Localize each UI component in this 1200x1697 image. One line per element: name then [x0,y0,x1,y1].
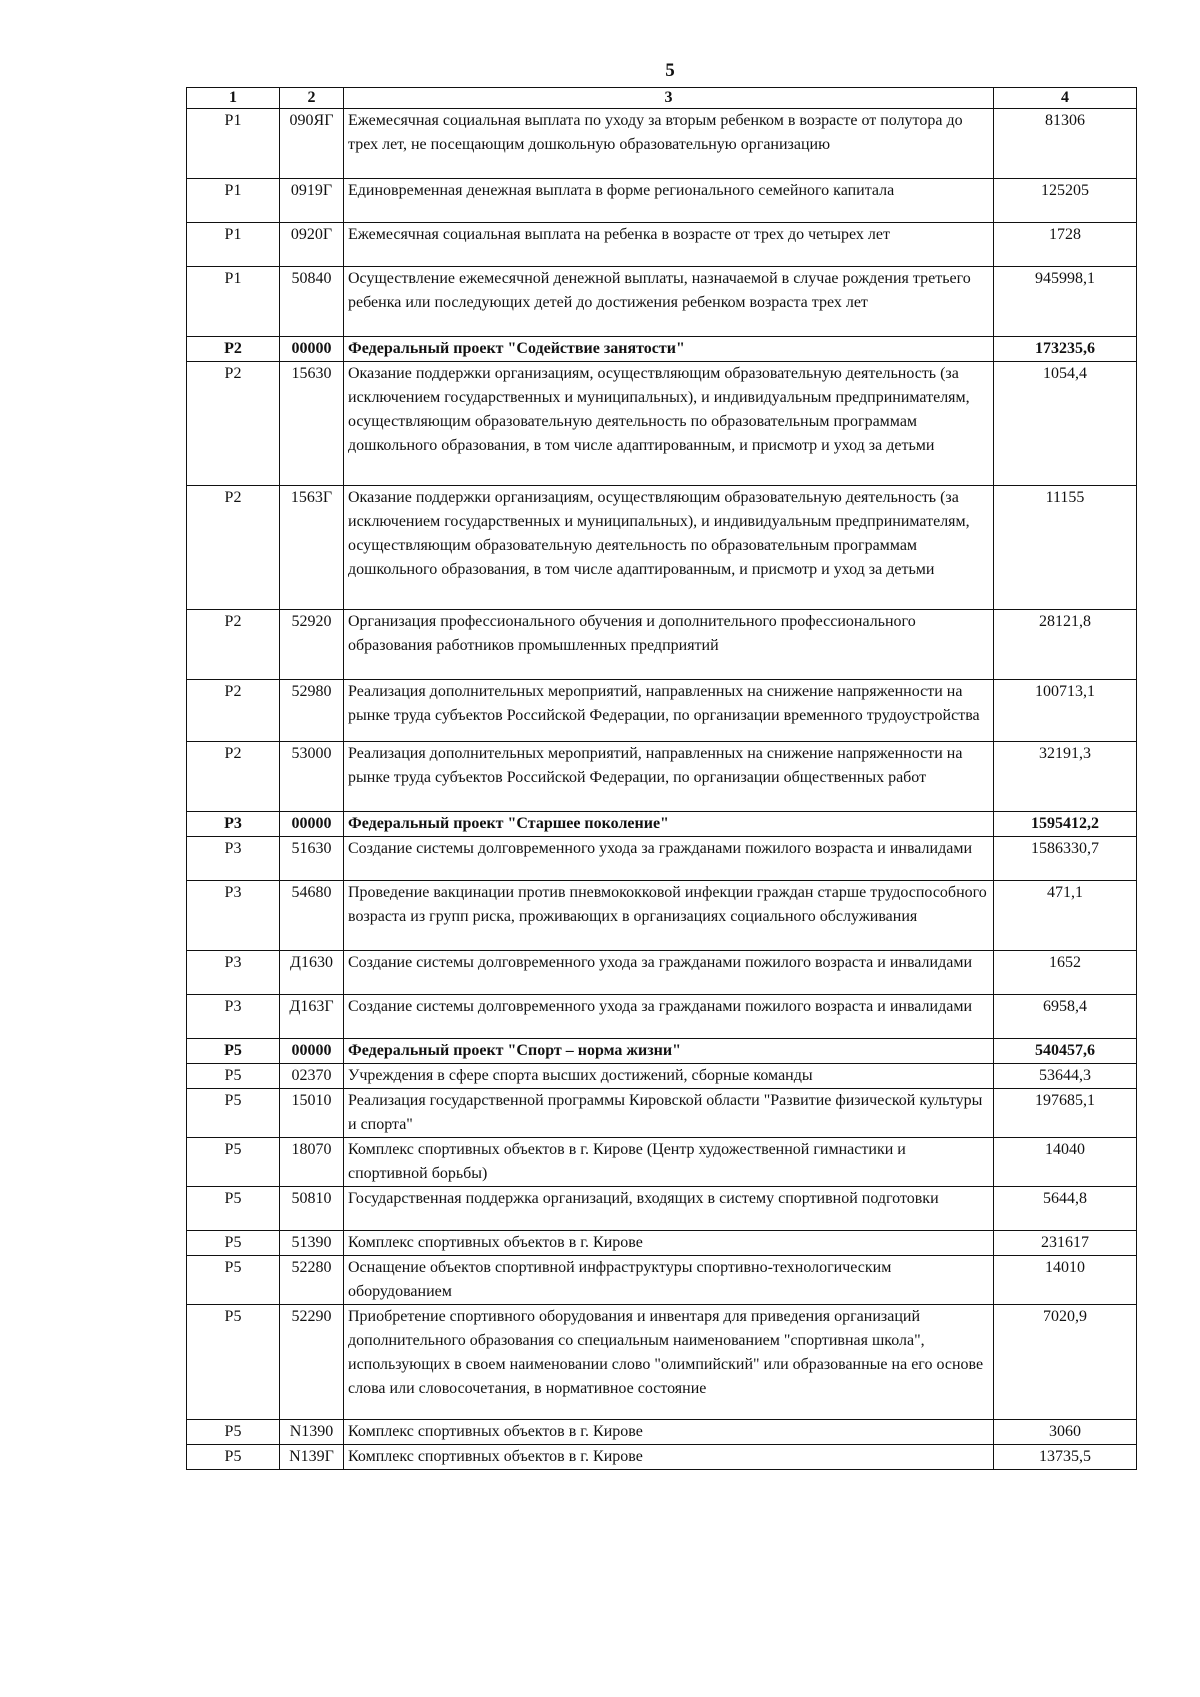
row-description: Реализация дополнительных мероприятий, направленных на снижение напряженности на рынке труда субъектов Российской Федерации, по организации временного трудоустройства [344,680,994,742]
row-subcode: 0919Г [280,179,344,223]
row-subcode: 52280 [280,1256,344,1305]
row-code: P3 [187,837,280,881]
table-row [187,109,1137,179]
row-code: P5 [187,1039,280,1064]
row-code: P2 [187,337,280,362]
row-code: P2 [187,680,280,742]
column-header-4: 4 [994,88,1137,109]
row-description: Комплекс спортивных объектов в г. Кирове [344,1445,994,1470]
row-subcode: 51630 [280,837,344,881]
row-code: P5 [187,1445,280,1470]
row-amount: 231617 [994,1231,1137,1256]
row-description: Федеральный проект "Старшее поколение" [344,812,994,837]
row-code: P5 [187,1305,280,1420]
row-amount: 197685,1 [994,1089,1137,1138]
row-amount: 3060 [994,1420,1137,1445]
row-description: Ежемесячная социальная выплата на ребенка в возрасте от трех до четырех лет [344,223,994,267]
row-amount: 1728 [994,223,1137,267]
row-code: P2 [187,742,280,812]
row-subcode: 00000 [280,812,344,837]
row-subcode: 51390 [280,1231,344,1256]
row-amount: 1586330,7 [994,837,1137,881]
row-description: Создание системы долговременного ухода за гражданами пожилого возраста и инвалидами [344,951,994,995]
header-row [187,88,1137,109]
row-amount: 53644,3 [994,1064,1137,1089]
row-amount: 81306 [994,109,1137,179]
row-code: P5 [187,1089,280,1138]
row-subcode: 52920 [280,610,344,680]
row-description: Организация профессионального обучения и дополнительного профессионального образования работников промышленных предприятий [344,610,994,680]
row-amount: 11155 [994,486,1137,610]
row-amount: 100713,1 [994,680,1137,742]
table-row [187,1445,1137,1470]
row-code: P2 [187,486,280,610]
row-code: P5 [187,1064,280,1089]
table-row [187,1231,1137,1256]
row-subcode: 54680 [280,881,344,951]
table-row [187,610,1137,680]
table-row [187,995,1137,1039]
row-amount: 173235,6 [994,337,1137,362]
row-code: P5 [187,1187,280,1231]
row-subcode: 0920Г [280,223,344,267]
project-total-row [187,812,1137,837]
table-row [187,223,1137,267]
row-description: Создание системы долговременного ухода за гражданами пожилого возраста и инвалидами [344,837,994,881]
project-total-row [187,1039,1137,1064]
row-subcode: 53000 [280,742,344,812]
table-row [187,1256,1137,1305]
row-subcode: N139Г [280,1445,344,1470]
row-amount: 1595412,2 [994,812,1137,837]
row-amount: 1054,4 [994,362,1137,486]
row-amount: 28121,8 [994,610,1137,680]
table-row [187,951,1137,995]
row-amount: 14010 [994,1256,1137,1305]
row-code: P2 [187,362,280,486]
table-row [187,1089,1137,1138]
row-description: Комплекс спортивных объектов в г. Кирове (Центр художественной гимнастики и спортивной борьбы) [344,1138,994,1187]
project-total-row [187,337,1137,362]
table-row [187,1187,1137,1231]
row-code: P5 [187,1231,280,1256]
row-subcode: Д1630 [280,951,344,995]
row-code: P5 [187,1138,280,1187]
row-subcode: 15010 [280,1089,344,1138]
table-row [187,362,1137,486]
row-code: P2 [187,610,280,680]
table-row [187,1064,1137,1089]
row-amount: 7020,9 [994,1305,1137,1420]
row-amount: 945998,1 [994,267,1137,337]
row-description: Реализация дополнительных мероприятий, направленных на снижение напряженности на рынке труда субъектов Российской Федерации, по организации общественных работ [344,742,994,812]
row-code: P3 [187,812,280,837]
table-row [187,179,1137,223]
row-subcode: 18070 [280,1138,344,1187]
row-code: P3 [187,881,280,951]
row-code: P1 [187,109,280,179]
row-subcode: 00000 [280,1039,344,1064]
row-amount: 5644,8 [994,1187,1137,1231]
budget-table [186,87,1137,1470]
row-description: Государственная поддержка организаций, входящих в систему спортивной подготовки [344,1187,994,1231]
row-code: P3 [187,951,280,995]
row-description: Создание системы долговременного ухода за гражданами пожилого возраста и инвалидами [344,995,994,1039]
column-header-3: 3 [344,88,994,109]
row-subcode: 00000 [280,337,344,362]
row-subcode: Д163Г [280,995,344,1039]
row-amount: 32191,3 [994,742,1137,812]
row-subcode: 02370 [280,1064,344,1089]
row-subcode: 52980 [280,680,344,742]
table-row [187,837,1137,881]
table-row [187,1420,1137,1445]
row-description: Оказание поддержки организациям, осуществляющим образовательную деятельность (за исключением государственных и муниципальных), и индивидуальным предпринимателям, осуществляющим образовательную деятельность по образовательным программам дошкольного образования, в том числе адаптированным, и присмотр и уход за детьми [344,362,994,486]
row-subcode: 52290 [280,1305,344,1420]
table-row [187,1305,1137,1420]
row-description: Комплекс спортивных объектов в г. Кирове [344,1231,994,1256]
row-description: Учреждения в сфере спорта высших достижений, сборные команды [344,1064,994,1089]
row-subcode: 1563Г [280,486,344,610]
row-amount: 14040 [994,1138,1137,1187]
row-amount: 6958,4 [994,995,1137,1039]
row-description: Федеральный проект "Спорт – норма жизни" [344,1039,994,1064]
row-description: Оказание поддержки организациям, осуществляющим образовательную деятельность (за исключением государственных и муниципальных), и индивидуальным предпринимателям, осуществляющим образовательную деятельность по образовательным программам дошкольного образования, в том числе адаптированным, и присмотр и уход за детьми [344,486,994,610]
row-code: P1 [187,267,280,337]
table-row [187,267,1137,337]
row-description: Ежемесячная социальная выплата по уходу за вторым ребенком в возрасте от полутора до трех лет, не посещающим дошкольную образовательную организацию [344,109,994,179]
row-description: Федеральный проект "Содействие занятости" [344,337,994,362]
table-row [187,486,1137,610]
row-subcode: 15630 [280,362,344,486]
row-amount: 540457,6 [994,1039,1137,1064]
row-amount: 13735,5 [994,1445,1137,1470]
row-description: Комплекс спортивных объектов в г. Кирове [344,1420,994,1445]
table-row [187,881,1137,951]
table-row [187,742,1137,812]
row-code: P1 [187,179,280,223]
row-code: P3 [187,995,280,1039]
row-description: Реализация государственной программы Кировской области "Развитие физической культуры и спорта" [344,1089,994,1138]
row-amount: 125205 [994,179,1137,223]
row-subcode: 50810 [280,1187,344,1231]
table-row [187,680,1137,742]
row-description: Проведение вакцинации против пневмококковой инфекции граждан старше трудоспособного возраста из групп риска, проживающих в организациях социального обслуживания [344,881,994,951]
row-description: Единовременная денежная выплата в форме регионального семейного капитала [344,179,994,223]
column-header-1: 1 [187,88,280,109]
row-code: P5 [187,1420,280,1445]
row-code: P5 [187,1256,280,1305]
row-amount: 471,1 [994,881,1137,951]
row-description: Приобретение спортивного оборудования и инвентаря для приведения организаций дополнительного образования со специальным наименованием "спортивная школа", использующих в своем наименовании слово "олимпийский" или образованные на его основе слова или словосочетания, в нормативное состояние [344,1305,994,1420]
row-subcode: N1390 [280,1420,344,1445]
table-row [187,1138,1137,1187]
row-subcode: 50840 [280,267,344,337]
row-description: Оснащение объектов спортивной инфраструктуры спортивно-технологическим оборудованием [344,1256,994,1305]
row-code: P1 [187,223,280,267]
column-header-2: 2 [280,88,344,109]
page-number: 5 [665,60,675,81]
row-amount: 1652 [994,951,1137,995]
row-subcode: 090ЯГ [280,109,344,179]
row-description: Осуществление ежемесячной денежной выплаты, назначаемой в случае рождения третьего ребенка или последующих детей до достижения ребенком возраста трех лет [344,267,994,337]
